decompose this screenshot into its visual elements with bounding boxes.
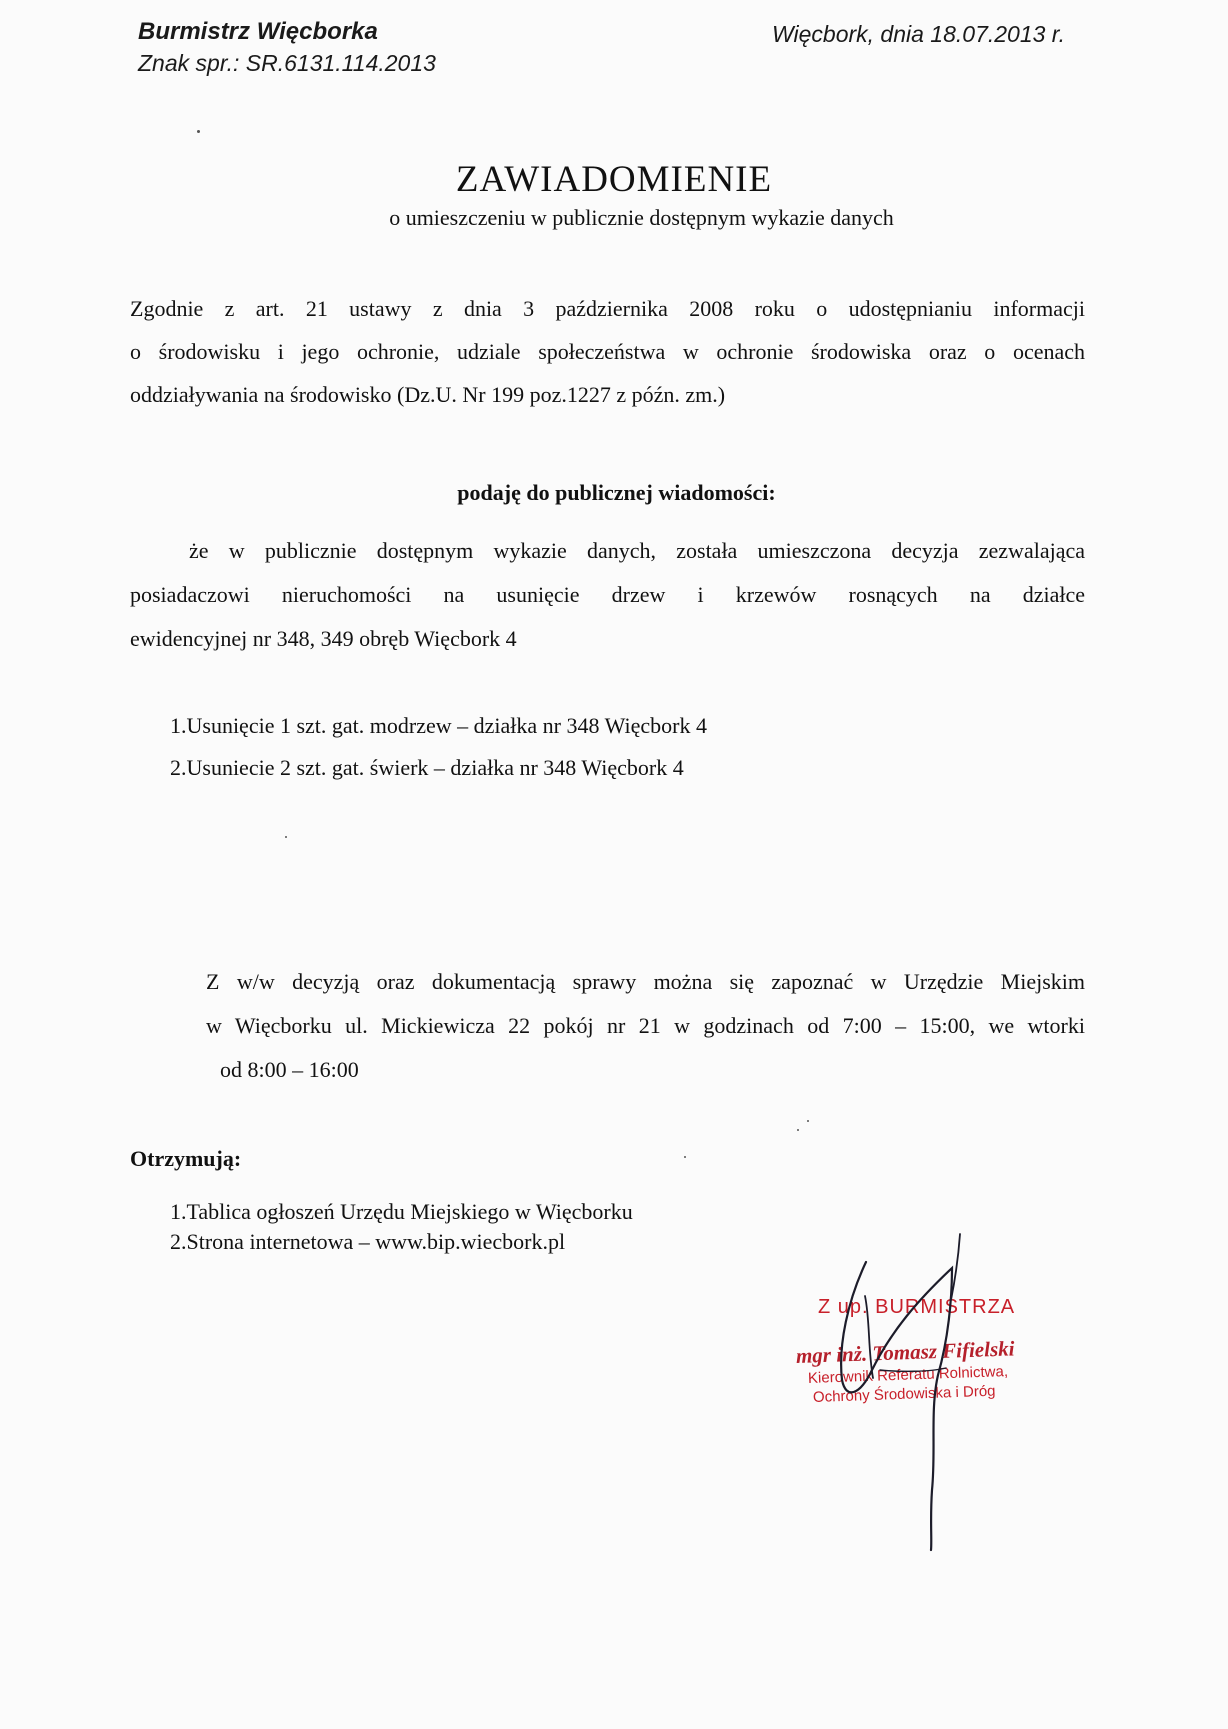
issuer-name: Burmistrz Więcborka [138, 18, 378, 45]
stamp-official-name: mgr inż. Tomasz Fifielski [795, 1336, 1015, 1368]
recipients-heading: Otrzymują: [130, 1146, 242, 1171]
paragraph-line: oddziaływania na środowisko (Dz.U. Nr 199 poz.1227 z późn. zm.) [130, 382, 726, 407]
scan-speck [285, 836, 287, 838]
list-item-text: Strona internetowa – www.bip.wiecbork.pl [186, 1229, 566, 1254]
paragraph-line: o środowisku i jego ochronie, udziale społeczeństwa w ochronie środowiska oraz o ocenach [130, 339, 1085, 364]
document-title: ZAWIADOMIENIE [455, 159, 773, 200]
paragraph-line: posiadaczowi nieruchomości na usunięcie drzew i krzewów rosnących na działce [130, 582, 1085, 607]
paragraph-line: w Więcborku ul. Mickiewicza 22 pokój nr 21 w godzinach od 7:00 – 15:00, we wtorki [206, 1013, 1085, 1038]
paragraph-line: Zgodnie z art. 21 ustawy z dnia 3 października 2008 roku o udostępnianiu informacji [130, 296, 1085, 321]
list-item-number: 2. [170, 1229, 187, 1254]
scan-speck [197, 130, 200, 133]
list-item [170, 713, 707, 739]
stamp-official-role: Ochrony Środowiska i Dróg [812, 1382, 996, 1406]
document-subtitle: o umieszczeniu w publicznie dostępnym wykazie danych [389, 205, 894, 230]
announcement-heading: podaję do publicznej wiadomości: [457, 480, 776, 505]
list-item-number: 1. [170, 713, 187, 738]
scan-speck [807, 1120, 809, 1122]
paragraph-line: ewidencyjnej nr 348, 349 obręb Więcbork 4 [130, 626, 517, 651]
case-reference: Znak spr.: SR.6131.114.2013 [138, 50, 436, 76]
authorization-stamp: Z up. BURMISTRZA [818, 1296, 1016, 1318]
paragraph-line: od 8:00 – 16:00 [220, 1057, 359, 1082]
list-item [170, 755, 684, 781]
list-item-text: Tablica ogłoszeń Urzędu Miejskiego w Więcborku [186, 1199, 633, 1224]
place-and-date: Więcbork, dnia 18.07.2013 r. [772, 21, 1066, 47]
paragraph-line: Z w/w decyzją oraz dokumentacją sprawy można się zapoznać w Urzędzie Miejskim [206, 969, 1085, 994]
list-item-number: 1. [170, 1199, 187, 1224]
scan-speck [684, 1156, 686, 1158]
paragraph-line: że w publicznie dostępnym wykazie danych, została umieszczona decyzja zezwalająca [189, 538, 1085, 563]
stamp-official-role: Kierownik Referatu Rolnictwa, [807, 1363, 1009, 1387]
list-item-number: 2. [170, 755, 187, 780]
list-item [170, 1229, 565, 1255]
scan-speck [797, 1129, 799, 1131]
list-item [170, 1199, 633, 1225]
list-item-text: Usunięcie 1 szt. gat. modrzew – działka nr 348 Więcbork 4 [186, 713, 707, 738]
list-item-text: Usuniecie 2 szt. gat. świerk – działka nr 348 Więcbork 4 [186, 755, 684, 780]
